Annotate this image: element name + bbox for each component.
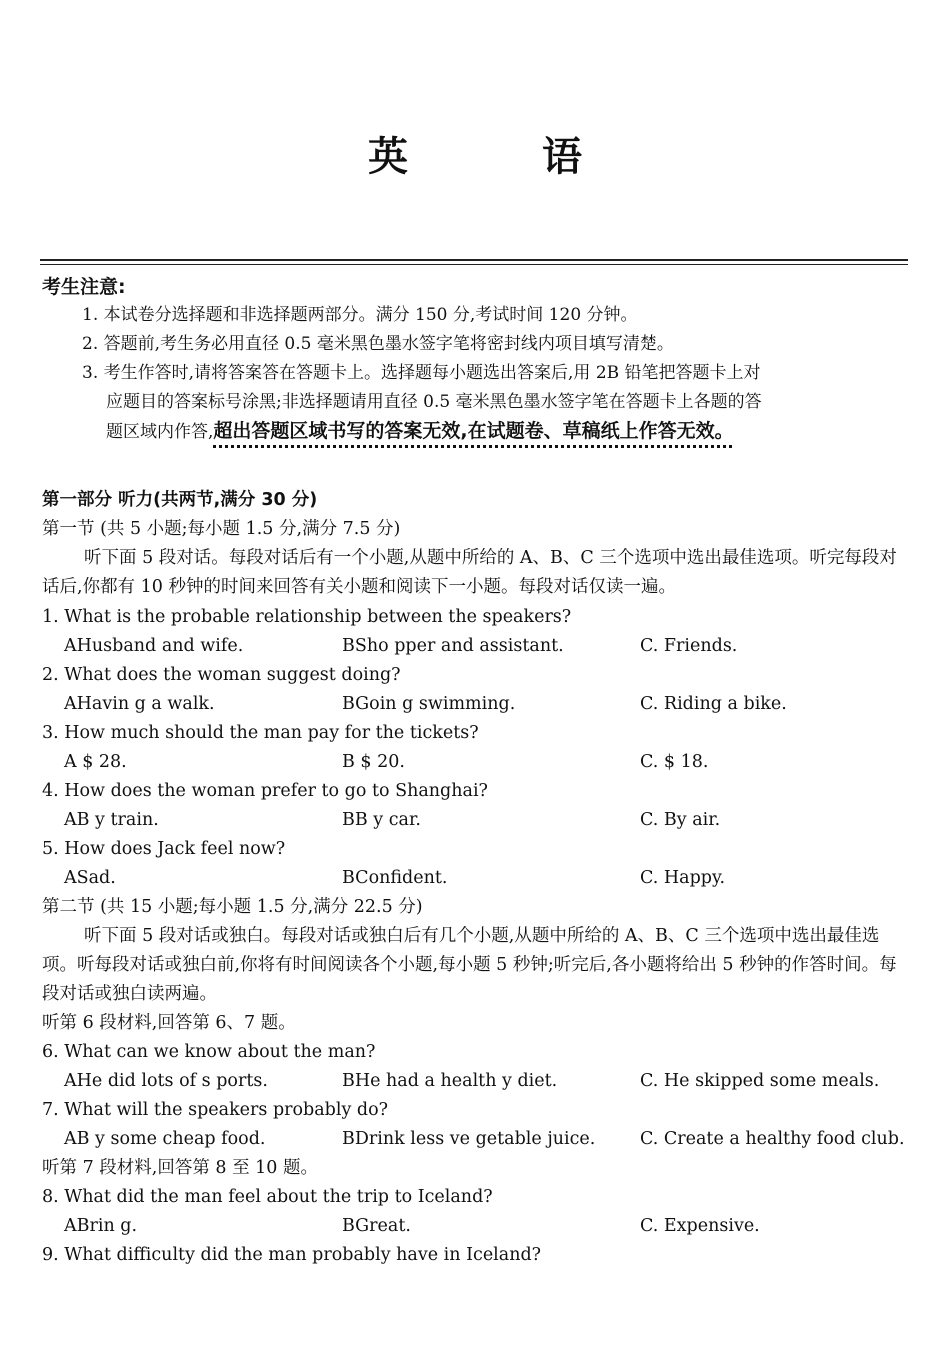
option-a: AHavin g a walk. — [64, 694, 215, 714]
question-3: 3. How much should the man pay for the tickets? — [42, 723, 479, 743]
option-a: AHusband and wife. — [64, 636, 244, 656]
question-4: 4. How does the woman prefer to go to Shanghai? — [42, 781, 488, 801]
option-a: AB y train. — [64, 810, 159, 830]
option-c: C. Happy. — [640, 868, 726, 888]
section2-heading: 第二节 (共 15 小题;每小题 1.5 分,满分 22.5 分) — [42, 897, 423, 917]
notice-item-3 — [82, 359, 912, 447]
option-c: C. Friends. — [640, 636, 738, 656]
part1-heading: 第一部分 听力(共两节,满分 30 分) — [42, 490, 318, 510]
option-c: C. He skipped some meals. — [640, 1071, 880, 1091]
section1-heading: 第一节 (共 5 小题;每小题 1.5 分,满分 7.5 分) — [42, 519, 401, 539]
notice-item-3-emphasis: 超出答题区域书写的答案无效,在试题卷、草稿纸上作答无效。 — [213, 420, 734, 442]
question-6: 6. What can we know about the man? — [42, 1042, 376, 1062]
option-a: A $ 28. — [64, 752, 127, 772]
material-7-instructions: 听第 7 段材料,回答第 8 至 10 题。 — [42, 1158, 318, 1178]
question-7: 7. What will the speakers probably do? — [42, 1100, 389, 1120]
notice-item-3-line3 — [82, 417, 912, 447]
option-b: BHe had a health y diet. — [342, 1071, 558, 1091]
option-b: BB y car. — [342, 810, 421, 830]
notice-item-3-line2: 应题目的答案标号涂黑;非选择题请用直径 0.5 毫米黑色墨水签字笔在答题卡上各题的答 — [106, 392, 762, 412]
option-b: B $ 20. — [342, 752, 405, 772]
section2-instructions: 听下面 5 段对话或独白。每段对话或独白后有几个小题,从题中所给的 A、B、C 三个选项中选出最佳选项。听每段对话或独白前,你将有时间阅读各个小题,每小题 5 秒钟;听完后,各小题将给出 5 秒钟的作答时间。每段对话或独白读两遍。 — [42, 926, 897, 1004]
notice-item-3-line1: 3. 考生作答时,请将答案答在答题卡上。选择题每小题选出答案后,用 2B 铅笔把答题卡上对 — [82, 363, 761, 383]
option-c: C. Create a healthy food club. — [640, 1129, 905, 1149]
section1-instructions: 听下面 5 段对话。每段对话后有一个小题,从题中所给的 A、B、C 三个选项中选出最佳选项。听完每段对话后,你都有 10 秒钟的时间来回答有关小题和阅读下一小题。每段对话仅读一遍。 — [42, 548, 897, 597]
notice-heading: 考生注意: — [42, 276, 126, 298]
question-5: 5. How does Jack feel now? — [42, 839, 286, 859]
option-b: BGreat. — [342, 1216, 411, 1236]
notice-item-2: 2. 答题前,考生务必用直径 0.5 毫米黑色墨水签字笔将密封线内项目填写清楚。 — [82, 334, 674, 354]
option-a: AB y some cheap food. — [64, 1129, 266, 1149]
material-6-instructions: 听第 6 段材料,回答第 6、7 题。 — [42, 1013, 296, 1033]
header-rule-thin — [40, 264, 908, 265]
option-a: ABrin g. — [64, 1216, 138, 1236]
option-a: ASad. — [64, 868, 116, 888]
option-c: C. Riding a bike. — [640, 694, 787, 714]
option-b: BDrink less ve getable juice. — [342, 1129, 596, 1149]
question-8: 8. What did the man feel about the trip to Iceland? — [42, 1187, 493, 1207]
question-1: 1. What is the probable relationship between the speakers? — [42, 607, 572, 627]
option-b: BGoin g swimming. — [342, 694, 516, 714]
notice-item-3-plain: 题区域内作答, — [106, 422, 214, 442]
notice-item-1: 1. 本试卷分选择题和非选择题两部分。满分 150 分,考试时间 120 分钟。 — [82, 305, 638, 325]
question-9: 9. What difficulty did the man probably have in Iceland? — [42, 1245, 542, 1265]
option-c: C. By air. — [640, 810, 721, 830]
option-b: BSho pper and assistant. — [342, 636, 564, 656]
option-a: AHe did lots of s ports. — [64, 1071, 268, 1091]
option-c: C. $ 18. — [640, 752, 709, 772]
question-2: 2. What does the woman suggest doing? — [42, 665, 401, 685]
header-rule-thick — [40, 259, 908, 261]
exam-title: 英 语 — [368, 134, 642, 180]
option-c: C. Expensive. — [640, 1216, 760, 1236]
option-b: BConfident. — [342, 868, 448, 888]
